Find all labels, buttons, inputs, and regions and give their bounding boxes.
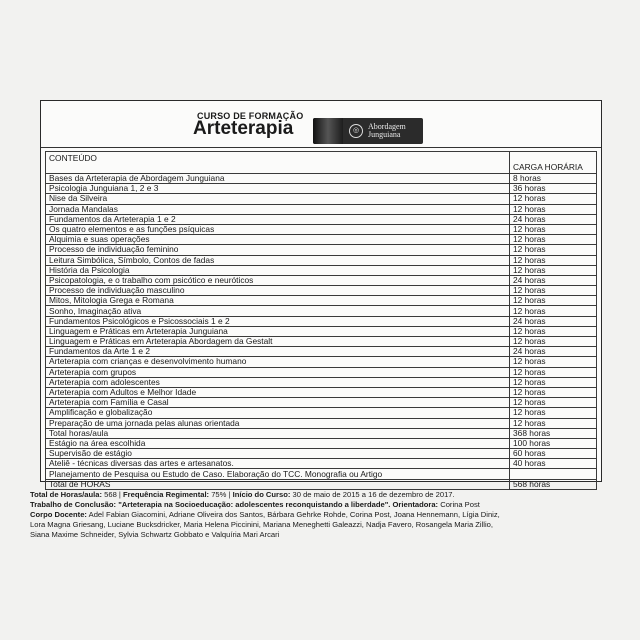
table-row bbox=[46, 224, 597, 234]
table-row bbox=[46, 479, 597, 489]
course-start-label: Início do Curso: bbox=[232, 490, 291, 499]
table-row bbox=[46, 326, 597, 336]
frequency-value: 75% | bbox=[209, 490, 233, 499]
row-content: Preparação de uma jornada pelas alunas orientada bbox=[46, 418, 510, 428]
row-hours: 12 horas bbox=[510, 387, 597, 397]
row-content: Bases da Arteterapia de Abordagem Junguiana bbox=[46, 174, 510, 184]
row-hours: 24 horas bbox=[510, 316, 597, 326]
table-row bbox=[46, 296, 597, 306]
faculty-label: Corpo Docente: bbox=[30, 510, 87, 519]
faculty-names-2: Lora Magna Griesang, Luciane Bucksdricker, Maria Helena Piccinini, Mariana Meneghetti Galeazzi, Nadja Favero, Rosangela Maria Zillio, bbox=[30, 520, 494, 529]
table-row bbox=[46, 286, 597, 296]
column-header-content: CONTEÚDO bbox=[46, 152, 510, 174]
row-content: Ateliê - técnicas diversas das artes e artesanatos. bbox=[46, 459, 510, 469]
row-hours: 12 horas bbox=[510, 204, 597, 214]
table-row bbox=[46, 235, 597, 245]
table-row bbox=[46, 398, 597, 408]
row-content: Processo de individuação feminino bbox=[46, 245, 510, 255]
faculty-line-1 bbox=[30, 510, 620, 520]
row-content: Sonho, Imaginação ativa bbox=[46, 306, 510, 316]
row-content: Arteterapia com Família e Casal bbox=[46, 398, 510, 408]
row-content: Fundamentos Psicológicos e Psicossociais 1 e 2 bbox=[46, 316, 510, 326]
row-hours: 568 horas bbox=[510, 479, 597, 489]
row-content: Arteterapia com Adultos e Melhor Idade bbox=[46, 387, 510, 397]
row-hours bbox=[510, 469, 597, 479]
row-content: Psicologia Junguiana 1, 2 e 3 bbox=[46, 184, 510, 194]
row-content: Processo de individuação masculino bbox=[46, 286, 510, 296]
logo-text-line1: Abordagem bbox=[368, 122, 406, 131]
row-content: Psicopatologia, e o trabalho com psicótico e neuróticos bbox=[46, 275, 510, 285]
logo-text bbox=[368, 123, 406, 139]
table-row bbox=[46, 449, 597, 459]
row-hours: 24 horas bbox=[510, 347, 597, 357]
table-row bbox=[46, 337, 597, 347]
row-content: Amplificação e globalização bbox=[46, 408, 510, 418]
row-hours: 12 horas bbox=[510, 337, 597, 347]
row-content: Arteterapia com adolescentes bbox=[46, 377, 510, 387]
table-row bbox=[46, 265, 597, 275]
table-row bbox=[46, 408, 597, 418]
table-row bbox=[46, 174, 597, 184]
total-hours-label: Total de Horas/aula: bbox=[30, 490, 103, 499]
row-content: Supervisão de estágio bbox=[46, 449, 510, 459]
document-page bbox=[40, 100, 602, 489]
table-body bbox=[46, 174, 597, 490]
table-row bbox=[46, 275, 597, 285]
table-row bbox=[46, 214, 597, 224]
row-content: Total horas/aula bbox=[46, 428, 510, 438]
row-content: Estágio na área escolhida bbox=[46, 438, 510, 448]
row-hours: 24 horas bbox=[510, 275, 597, 285]
table-row bbox=[46, 418, 597, 428]
row-content: Fundamentos da Arte 1 e 2 bbox=[46, 347, 510, 357]
row-content: Os quatro elementos e as funções psíquicas bbox=[46, 224, 510, 234]
row-content: Fundamentos da Arteterapia 1 e 2 bbox=[46, 214, 510, 224]
table-row bbox=[46, 469, 597, 479]
row-content: Jornada Mandalas bbox=[46, 204, 510, 214]
row-hours: 40 horas bbox=[510, 459, 597, 469]
conclusion-work-title: "Arteterapia na Socioeducação: adolescentes reconquistando a liberdade". Orientadora: bbox=[118, 500, 439, 509]
row-content: Mitos, Mitologia Grega e Romana bbox=[46, 296, 510, 306]
circle-emblem-icon: ◎ bbox=[349, 124, 363, 138]
logo-text-line2: Junguiana bbox=[368, 130, 401, 139]
row-hours: 12 horas bbox=[510, 286, 597, 296]
table-row bbox=[46, 184, 597, 194]
row-content: Linguagem e Práticas em Arteterapia Junguiana bbox=[46, 326, 510, 336]
table-row bbox=[46, 357, 597, 367]
conclusion-work-label: Trabalho de Conclusão: bbox=[30, 500, 119, 509]
row-hours: 12 horas bbox=[510, 306, 597, 316]
row-hours: 12 horas bbox=[510, 408, 597, 418]
row-hours: 12 horas bbox=[510, 398, 597, 408]
table-row bbox=[46, 245, 597, 255]
table-row bbox=[46, 316, 597, 326]
table-row bbox=[46, 255, 597, 265]
row-hours: 8 horas bbox=[510, 174, 597, 184]
total-hours-value: 568 | bbox=[102, 490, 123, 499]
document-header bbox=[41, 101, 601, 148]
row-hours: 100 horas bbox=[510, 438, 597, 448]
course-start-value: 30 de maio de 2015 a 16 de dezembro de 2017. bbox=[290, 490, 455, 499]
advisor-name: Corina Post bbox=[438, 500, 480, 509]
row-hours: 12 horas bbox=[510, 265, 597, 275]
row-hours: 12 horas bbox=[510, 377, 597, 387]
table-row bbox=[46, 194, 597, 204]
row-content: Arteterapia com crianças e desenvolvimento humano bbox=[46, 357, 510, 367]
table-row bbox=[46, 459, 597, 469]
row-hours: 12 horas bbox=[510, 235, 597, 245]
row-hours: 12 horas bbox=[510, 296, 597, 306]
document-footer bbox=[30, 490, 620, 540]
conclusion-work-line bbox=[30, 500, 620, 510]
row-content: História da Psicologia bbox=[46, 265, 510, 275]
table-row bbox=[46, 347, 597, 357]
faculty-names-1: Adel Fabian Giacomini, Adriane Oliveira dos Santos, Bárbara Gehrke Rohde, Corina Post, Joana Hennemann, Lígia Diniz, bbox=[86, 510, 500, 519]
faculty-names-3: Siana Maxime Schneider, Sylvia Schwartz Gobbato e Valquíria Mari Arcari bbox=[30, 530, 280, 539]
table-row bbox=[46, 387, 597, 397]
row-hours: 36 horas bbox=[510, 184, 597, 194]
row-content: Nise da Silveira bbox=[46, 194, 510, 204]
table-row bbox=[46, 377, 597, 387]
table-row bbox=[46, 438, 597, 448]
row-hours: 12 horas bbox=[510, 326, 597, 336]
row-hours: 12 horas bbox=[510, 224, 597, 234]
row-hours: 12 horas bbox=[510, 418, 597, 428]
curriculum-table bbox=[45, 151, 597, 490]
course-brand bbox=[193, 111, 303, 138]
institution-logo bbox=[313, 118, 423, 144]
row-hours: 12 horas bbox=[510, 245, 597, 255]
row-hours: 12 horas bbox=[510, 255, 597, 265]
course-subtitle: CURSO DE FORMAÇÃO bbox=[197, 111, 304, 121]
row-hours: 12 horas bbox=[510, 194, 597, 204]
table-row bbox=[46, 306, 597, 316]
table-row bbox=[46, 204, 597, 214]
frequency-label: Frequência Regimental: bbox=[123, 490, 210, 499]
table-header-row bbox=[46, 152, 597, 174]
row-hours: 12 horas bbox=[510, 367, 597, 377]
row-hours: 60 horas bbox=[510, 449, 597, 459]
row-content: Linguagem e Práticas em Arteterapia Abordagem da Gestalt bbox=[46, 337, 510, 347]
row-hours: 12 horas bbox=[510, 357, 597, 367]
table-row bbox=[46, 367, 597, 377]
course-title: Arteterapia bbox=[193, 118, 294, 139]
row-content: Alquimia e suas operações bbox=[46, 235, 510, 245]
row-content: Planejamento de Pesquisa ou Estudo de Caso. Elaboração do TCC. Monografia ou Artigo bbox=[46, 469, 510, 479]
logo-photo bbox=[313, 118, 343, 144]
row-content: Arteterapia com grupos bbox=[46, 367, 510, 377]
column-header-hours: CARGA HORÁRIA bbox=[510, 152, 597, 174]
row-hours: 368 horas bbox=[510, 428, 597, 438]
row-hours: 24 horas bbox=[510, 214, 597, 224]
row-content: Leitura Simbólica, Símbolo, Contos de fadas bbox=[46, 255, 510, 265]
row-content: Total de HORAS bbox=[46, 479, 510, 489]
table-row bbox=[46, 428, 597, 438]
course-summary-line bbox=[30, 490, 620, 500]
